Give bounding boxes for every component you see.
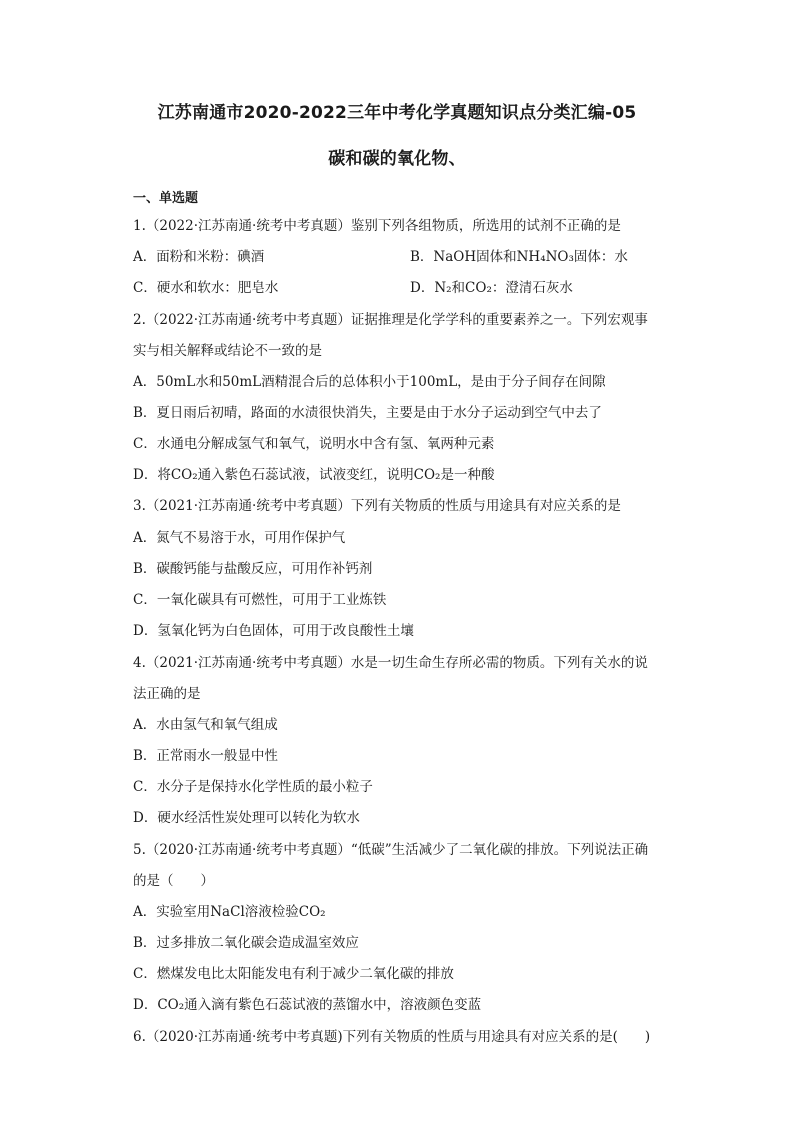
question-2-stem-line1: 2.（2022·江苏南通·统考中考真题）证据推理是化学学科的重要素养之一。下列宏观事 <box>133 312 648 328</box>
question-1-option-a: A．面粉和米粉：碘酒 <box>133 249 265 265</box>
question-2-option-b: B．夏日雨后初晴，路面的水渍很快消失，主要是由于水分子运动到空气中去了 <box>133 405 602 421</box>
question-5-stem-line2: 的是（ ） <box>133 873 214 889</box>
question-4-option-a: A．水由氢气和氧气组成 <box>133 717 278 733</box>
question-6-stem: 6.（2020·江苏南通·统考中考真题)下列有关物质的性质与用途具有对应关系的是( ) <box>133 1029 651 1045</box>
question-1-option-b: B．NaOH固体和NH₄NO₃固体：水 <box>410 249 628 265</box>
question-2-option-a: A．50mL水和50mL酒精混合后的总体积小于100mL，是由于分子间存在间隙 <box>133 374 606 390</box>
question-3-option-a: A．氮气不易溶于水，可用作保护气 <box>133 530 346 546</box>
question-5-option-d: D．CO₂通入滴有紫色石蕊试液的蒸馏水中，溶液颜色变蓝 <box>133 997 482 1013</box>
question-5-option-c: C．燃煤发电比太阳能发电有利于减少二氧化碳的排放 <box>133 966 454 982</box>
document-title-line1: 江苏南通市2020-2022三年中考化学真题知识点分类汇编-05 <box>157 103 637 123</box>
question-5-stem-line1: 5.（2020·江苏南通·统考中考真题）“低碳”生活减少了二氧化碳的排放。下列说法正确 <box>133 842 649 858</box>
question-3-stem: 3.（2021·江苏南通·统考中考真题）下列有关物质的性质与用途具有对应关系的是 <box>133 498 621 514</box>
question-4-option-d: D．硬水经活性炭处理可以转化为软水 <box>133 810 360 826</box>
question-4-option-b: B．正常雨水一般显中性 <box>133 748 278 764</box>
question-1-option-d: D．N₂和CO₂：澄清石灰水 <box>410 280 573 296</box>
question-2-option-c: C．水通电分解成氢气和氧气，说明水中含有氢、氧两种元素 <box>133 436 495 452</box>
question-2-option-d: D．将CO₂通入紫色石蕊试液，试液变红，说明CO₂是一种酸 <box>133 467 495 483</box>
document-title-line2: 碳和碳的氧化物、 <box>328 149 466 169</box>
question-3-option-b: B．碳酸钙能与盐酸反应，可用作补钙剂 <box>133 561 373 577</box>
section-heading: 一、单选题 <box>133 191 199 206</box>
question-3-option-d: D．氢氧化钙为白色固体，可用于改良酸性土壤 <box>133 623 414 639</box>
question-4-stem-line2: 法正确的是 <box>133 686 201 702</box>
question-2-stem-line2: 实与相关解释或结论不一致的是 <box>133 343 322 359</box>
question-1-stem: 1.（2022·江苏南通·统考中考真题）鉴别下列各组物质，所选用的试剂不正确的是 <box>133 218 621 234</box>
question-5-option-b: B．过多排放二氧化碳会造成温室效应 <box>133 935 359 951</box>
question-4-stem-line1: 4.（2021·江苏南通·统考中考真题）水是一切生命生存所必需的物质。下列有关水的说 <box>133 655 648 671</box>
question-1-option-c: C．硬水和软水：肥皂水 <box>133 280 279 296</box>
question-4-option-c: C．水分子是保持水化学性质的最小粒子 <box>133 779 373 795</box>
question-3-option-c: C．一氧化碳具有可燃性，可用于工业炼铁 <box>133 592 387 608</box>
question-5-option-a: A．实验室用NaCl溶液检验CO₂ <box>133 904 326 920</box>
